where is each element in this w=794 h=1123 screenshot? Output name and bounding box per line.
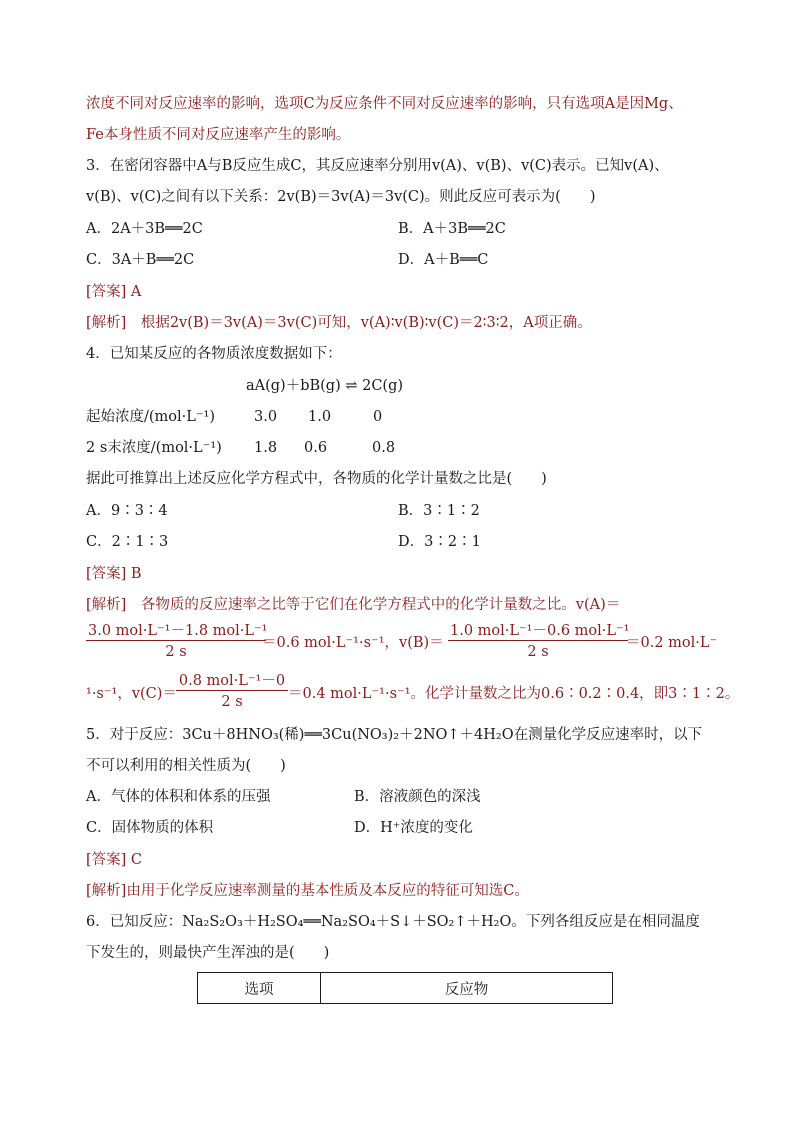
q4-option-c: C．2∶1∶3 [86, 534, 169, 550]
q4-fraction-vc [176, 672, 288, 711]
q4-option-a: A．9∶3∶4 [86, 503, 168, 519]
q5-analysis: [解析]由用于化学反应速率测量的基本性质及本反应的特征可知选C。 [86, 883, 529, 899]
q5-stem-line-2: 不可以利用的相关性质为( ) [86, 758, 286, 774]
q4-row-initial-a: 3.0 [254, 409, 278, 425]
q3-stem-line-1: 3．在密闭容器中A与B反应生成C，其反应速率分别用v(A)、v(B)、v(C)表示。已知v(A)、 [86, 158, 669, 174]
prev-analysis-line-2: Fe本身性质不同对反应速率产生的影响。 [86, 127, 351, 143]
q4-option-d: D．3∶2∶1 [398, 534, 481, 550]
q4-fraction-va-numerator: 3.0 mol·L⁻¹－1.8 mol·L⁻¹ [88, 623, 268, 639]
q6-options-table [197, 972, 613, 1004]
q4-answer: [答案] B [86, 566, 142, 582]
q4-fraction-va-denominator: 2 s [165, 644, 187, 660]
table-row [198, 973, 613, 1004]
q4-fraction-vc-numerator: 0.8 mol·L⁻¹－0 [176, 672, 288, 691]
prev-analysis-line-1: 浓度不同对反应速率的影响，选项C为反应条件不同对反应速率的影响，只有选项A是因Mg、 [86, 96, 683, 112]
q4-vc-result: ＝0.4 mol·L⁻¹·s⁻¹。化学计量数之比为0.6∶0.2∶0.4，即3∶1∶2。 [288, 686, 740, 702]
q5-answer: [答案] C [86, 852, 143, 868]
q4-row-2s-c: 0.8 [372, 440, 396, 456]
q3-analysis: [解析] 根据2v(B)＝3v(A)＝3v(C)可知，v(A)∶v(B)∶v(C)＝2∶3∶2，A项正确。 [86, 315, 592, 331]
q4-va-result: ＝0.6 mol·L⁻¹·s⁻¹，v(B)＝ [262, 635, 444, 651]
q4-equation: aA(g)＋bB(g) ⇌ 2C(g) [246, 378, 404, 394]
q3-stem-line-2: v(B)、v(C)之间有以下关系：2v(B)＝3v(A)＝3v(C)。则此反应可表示为( ) [86, 189, 596, 205]
q5-stem-line-1: 5．对于反应：3Cu＋8HNO₃(稀)══3Cu(NO₃)₂＋2NO↑＋4H₂O在测量化学反应速率时，以下 [86, 727, 703, 743]
q4-row-2s-a: 1.8 [254, 440, 278, 456]
q5-option-a: A．气体的体积和体系的压强 [86, 789, 271, 805]
q4-analysis-intro: [解析] 各物质的反应速率之比等于它们在化学方程式中的化学计量数之比。v(A)＝ [86, 597, 621, 613]
q4-option-b: B．3∶1∶2 [398, 503, 480, 519]
q3-option-b: B．A＋3B══2C [398, 221, 506, 237]
q3-option-c: C．3A＋B══2C [86, 252, 195, 268]
q4-fraction-va [86, 622, 266, 661]
q3-option-a: A．2A＋3B══2C [86, 221, 203, 237]
q4-fraction-vb-denominator: 2 s [527, 644, 549, 660]
q4-fraction-vb [448, 622, 628, 661]
q6-stem-line-2: 下发生的，则最快产生浑浊的是( ) [86, 945, 330, 961]
q4-row-2s-b: 0.6 [304, 440, 328, 456]
q5-option-d: D．H⁺浓度的变化 [354, 820, 473, 836]
q4-question: 据此可推算出上述反应化学方程式中，各物质的化学计量数之比是( ) [86, 471, 547, 487]
q6-table-header-reactants: 反应物 [321, 973, 613, 1004]
q4-row-initial-label: 起始浓度/(mol·L⁻¹) [86, 409, 216, 425]
q4-vb-result: ＝0.2 mol·L⁻ [626, 635, 718, 651]
q4-row-2s-label: 2 s末浓度/(mol·L⁻¹) [86, 440, 222, 456]
q4-fraction-vc-denominator: 2 s [221, 694, 243, 710]
q4-fraction-vb-numerator: 1.0 mol·L⁻¹－0.6 mol·L⁻¹ [450, 623, 630, 639]
q5-option-c: C．固体物质的体积 [86, 820, 214, 836]
q3-option-d: D．A＋B══C [398, 252, 489, 268]
q4-row-initial-c: 0 [373, 409, 383, 425]
q4-vc-label: ¹·s⁻¹，v(C)＝ [86, 686, 177, 702]
q5-option-b: B．溶液颜色的深浅 [354, 789, 481, 805]
q6-stem-line-1: 6．已知反应：Na₂S₂O₃＋H₂SO₄══Na₂SO₄＋S↓＋SO₂↑＋H₂O。下列各组反应是在相同温度 [86, 914, 700, 930]
q6-table-header-option: 选项 [198, 973, 321, 1004]
q4-stem: 4．已知某反应的各物质浓度数据如下： [86, 346, 342, 362]
q3-answer: [答案] A [86, 284, 142, 300]
q4-row-initial-b: 1.0 [308, 409, 332, 425]
